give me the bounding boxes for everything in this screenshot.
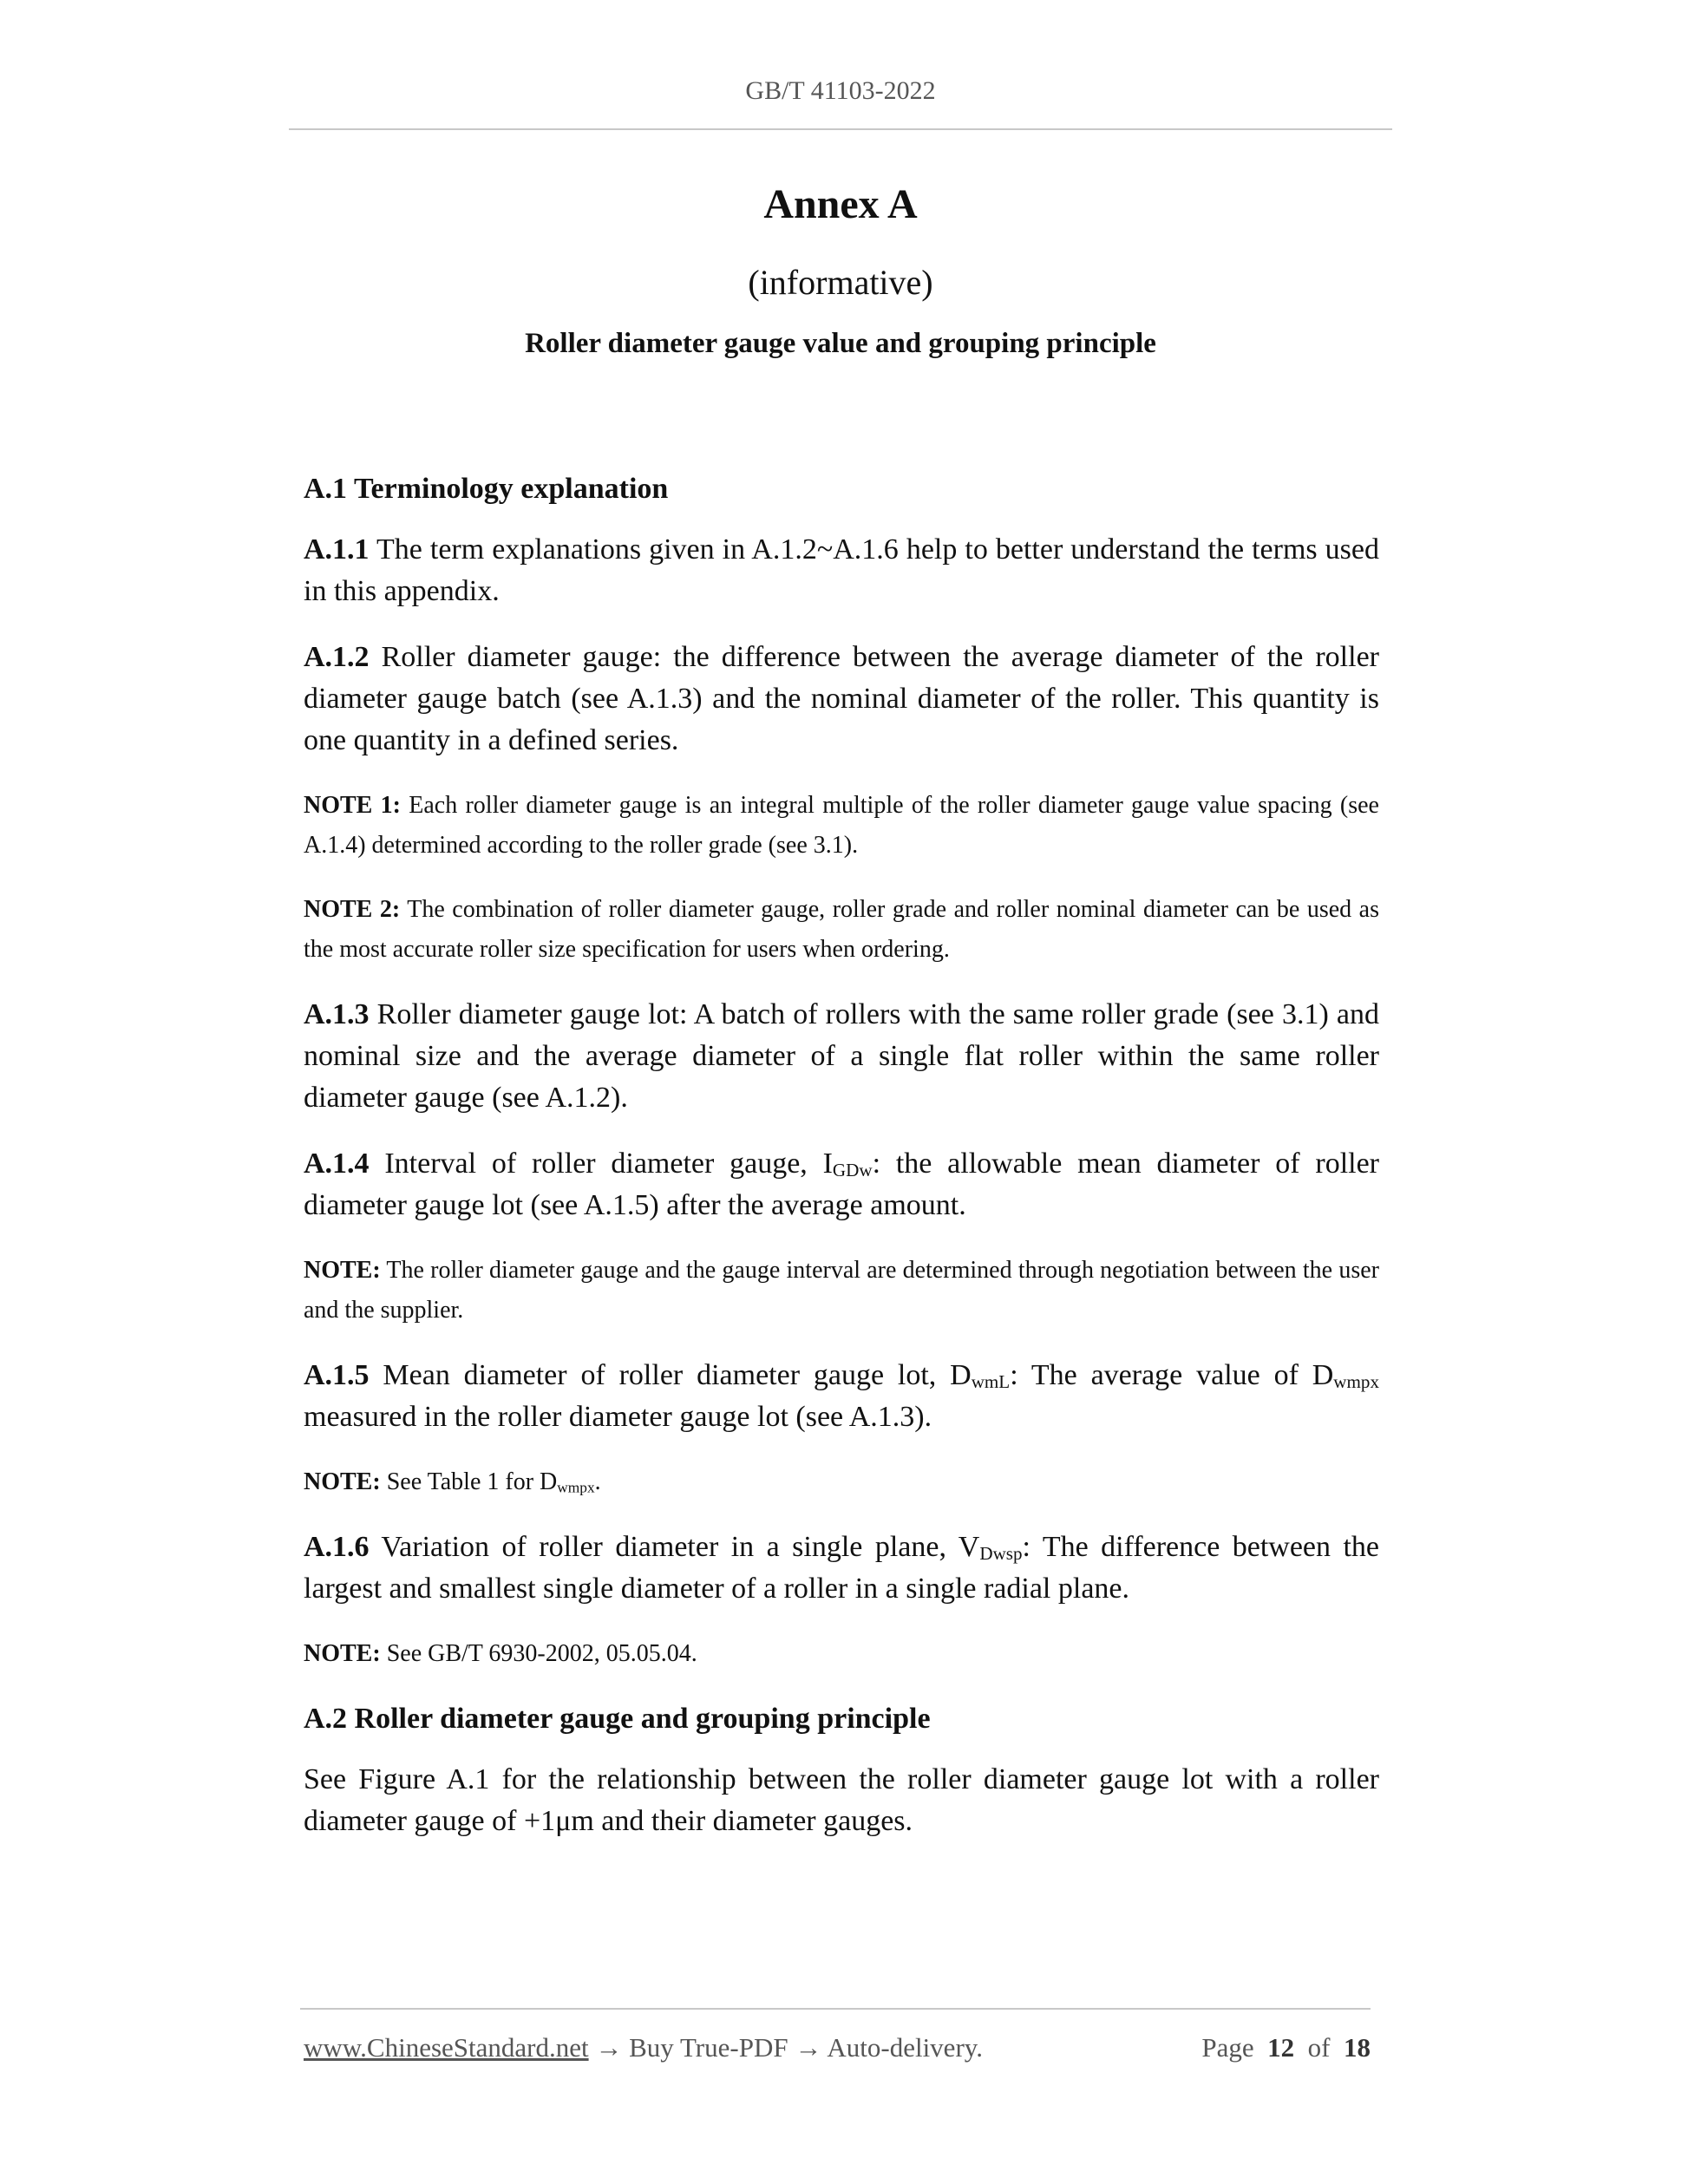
clause-text-continued: : the allowable mean diameter of roller diameter gauge lot (see A.1.5) after the average amount.	[304, 1148, 1379, 1221]
note-text: See Table 1 for D	[380, 1468, 558, 1495]
clause-number: A.1.3	[304, 998, 370, 1030]
annex-informative-label: (informative)	[748, 263, 933, 302]
website-link[interactable]: www.ChineseStandard.net	[304, 2032, 589, 2063]
document-body	[304, 468, 1379, 1867]
clause-a1-6	[304, 1527, 1379, 1610]
page-word: Page	[1201, 2032, 1254, 2063]
symbol-subscript: wmL	[971, 1371, 1011, 1393]
section-heading-a2: A.2 Roller diameter gauge and grouping principle	[304, 1703, 931, 1735]
note-text: The combination of roller diameter gauge, roller grade and roller nominal diameter can be used as the most accurate roller size specification for users when ordering.	[304, 896, 1379, 963]
section-a2-text: See Figure A.1 for the relationship between the roller diameter gauge lot with a roller diameter gauge of +1μm and their diameter gauges.	[304, 1763, 1379, 1837]
note-text: The roller diameter gauge and the gauge interval are determined through negotiation between the user and the supplier.	[304, 1257, 1379, 1324]
clause-text: The term explanations given in A.1.2~A.1.6 help to better understand the terms used in this appendix.	[304, 533, 1379, 607]
note-label: NOTE:	[304, 1257, 381, 1284]
note-label: NOTE:	[304, 1640, 381, 1667]
symbol-subscript: Dwsp	[979, 1543, 1023, 1565]
total-page-count: 18	[1344, 2032, 1371, 2063]
note-label: NOTE 2:	[304, 896, 401, 923]
clause-text: Interval of roller diameter gauge, I	[369, 1148, 833, 1180]
symbol-subscript: wmpx	[557, 1479, 595, 1496]
note-label: NOTE:	[304, 1468, 381, 1495]
note-3	[304, 1251, 1379, 1331]
note-text: Each roller diameter gauge is an integral multiple of the roller diameter gauge value spacing (see A.1.4) determined according to the roller grade (see 3.1).	[304, 792, 1379, 859]
clause-a1-3	[304, 994, 1379, 1119]
symbol-subscript: wmpx	[1333, 1371, 1379, 1393]
footer-promo	[304, 2032, 983, 2063]
clause-text-continued: : The average value of D	[1010, 1359, 1334, 1391]
section-heading-a1: A.1 Terminology explanation	[304, 473, 669, 505]
note-2	[304, 890, 1379, 970]
clause-number: A.1.4	[304, 1148, 370, 1180]
footer-divider	[300, 2008, 1371, 2010]
note-1	[304, 786, 1379, 866]
page-number	[1201, 2032, 1371, 2063]
clause-a1-5	[304, 1355, 1379, 1438]
note-label: NOTE 1:	[304, 792, 401, 819]
note-text: See GB/T 6930-2002, 05.05.04.	[380, 1640, 697, 1667]
annex-subtitle: Roller diameter gauge value and grouping principle	[525, 328, 1156, 359]
current-page-number: 12	[1267, 2032, 1295, 2063]
clause-text: Mean diameter of roller diameter gauge lot, D	[369, 1359, 972, 1391]
of-word: of	[1307, 2032, 1331, 2063]
footer-promo-text: → Buy True-PDF → Auto-delivery.	[588, 2032, 983, 2063]
clause-text: Roller diameter gauge lot: A batch of rollers with the same roller grade (see 3.1) and nominal size and the average diameter of a single flat roller within the same roller diameter gauge (see A.1.2).	[304, 998, 1379, 1114]
clause-text-continued: measured in the roller diameter gauge lot (see A.1.3).	[304, 1401, 932, 1433]
note-5	[304, 1634, 1379, 1674]
document-id-header: GB/T 41103-2022	[745, 76, 936, 105]
clause-number: A.1.2	[304, 641, 370, 673]
symbol-subscript: GDw	[832, 1160, 873, 1181]
header-divider	[289, 128, 1392, 130]
clause-number: A.1.5	[304, 1359, 370, 1391]
note-4	[304, 1462, 1379, 1502]
clause-text: Variation of roller diameter in a single plane, V	[369, 1531, 980, 1563]
clause-a1-4	[304, 1143, 1379, 1226]
clause-number: A.1.1	[304, 533, 370, 566]
clause-a1-1	[304, 529, 1379, 612]
clause-number: A.1.6	[304, 1531, 370, 1563]
note-text-continued: .	[594, 1468, 601, 1495]
clause-text-continued: : The difference between the largest and smallest single diameter of a roller in a single radial plane.	[304, 1531, 1379, 1605]
clause-a1-2	[304, 637, 1379, 762]
annex-title: Annex A	[763, 181, 918, 227]
clause-text: Roller diameter gauge: the difference between the average diameter of the roller diameter gauge batch (see A.1.3) and the nominal diameter of the roller. This quantity is one quantity in a defined series.	[304, 641, 1379, 756]
